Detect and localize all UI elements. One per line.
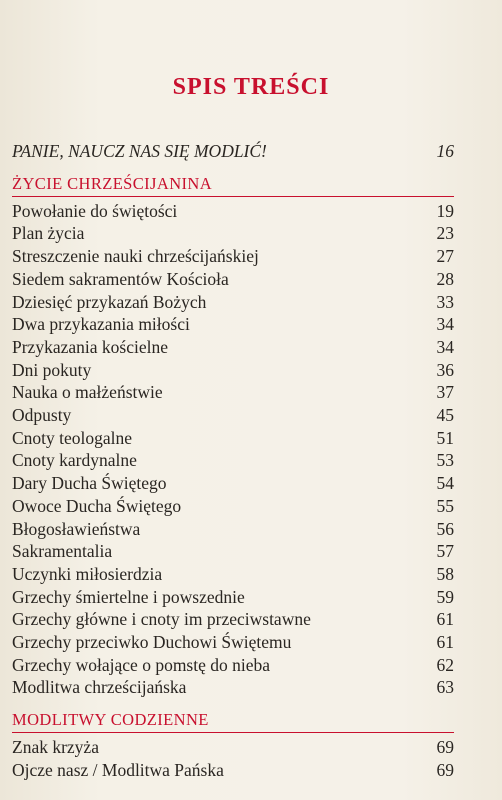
toc-entry-label: Przykazania kościelne: [12, 336, 168, 357]
toc-entry: [12, 540, 454, 563]
toc-entry-label: Dni pokuty: [12, 359, 92, 380]
toc-entry-page: 37: [436, 382, 454, 403]
toc-entry: [12, 586, 454, 609]
toc-entry-label: Grzechy przeciwko Duchowi Świętemu: [12, 632, 292, 653]
toc-entry: [12, 359, 454, 382]
toc-entry: [12, 381, 454, 404]
toc-entry-page: 58: [436, 563, 454, 584]
toc-entry-page: 61: [436, 632, 454, 653]
toc-entry: [12, 654, 454, 677]
toc-entry: [12, 313, 454, 336]
toc-entry-page: 69: [436, 759, 454, 780]
toc-entry-label: Modlitwa chrześcijańska: [12, 677, 187, 698]
toc-entry-page: 54: [436, 473, 454, 494]
toc-entry-page: 34: [436, 314, 454, 335]
toc-entry-label: Znak krzyża: [12, 737, 99, 758]
toc-entry-page: 62: [436, 654, 454, 675]
toc-entry: [12, 563, 454, 586]
toc-section-heading: ŻYCIE CHRZEŚCIJANINA: [12, 173, 213, 193]
toc-entry-label: Owoce Ducha Świętego: [12, 495, 182, 516]
toc-entry: [12, 759, 454, 782]
toc-entry-page: 56: [436, 518, 454, 539]
toc-entry-label: Grzechy śmiertelne i powszednie: [12, 586, 245, 607]
toc-entry-page: 63: [436, 677, 454, 698]
toc-section-heading: MODLITWY CODZIENNE: [12, 710, 209, 730]
toc-entry-label: Powołanie do świętości: [12, 200, 178, 221]
toc-entry-label: Sakramentalia: [12, 541, 113, 562]
toc-entry-page: 45: [436, 405, 454, 426]
toc-entry-label: Nauka o małżeństwie: [12, 382, 163, 403]
toc-entry-page: 34: [436, 336, 454, 357]
toc-entry: [12, 222, 454, 245]
toc-entry: [12, 291, 454, 314]
toc-entry-page: 16: [436, 141, 454, 161]
toc-entry-label: Plan życia: [12, 223, 85, 244]
toc-entry-page: 69: [436, 737, 454, 758]
toc-entry-page: 28: [436, 268, 454, 289]
toc-entry-page: 23: [436, 223, 454, 244]
toc-entry: [12, 336, 454, 359]
toc-entry-label: Ojcze nasz / Modlitwa Pańska: [12, 759, 224, 780]
toc-entry-page: 33: [436, 291, 454, 312]
toc-entry: [12, 518, 454, 541]
section-divider: [12, 196, 454, 197]
toc-entry-label: Streszczenie nauki chrześcijańskiej: [12, 246, 259, 267]
toc-entry-label: Błogosławieństwa: [12, 518, 141, 539]
toc-entry-label: Dziesięć przykazań Bożych: [12, 291, 207, 312]
toc-entry-label: Dary Ducha Świętego: [12, 473, 167, 494]
toc-entry: [12, 404, 454, 427]
toc-entry: [12, 427, 454, 450]
toc-entry-label: Siedem sakramentów Kościoła: [12, 268, 229, 289]
toc-entry: [12, 268, 454, 291]
toc-entry-label: Dwa przykazania miłości: [12, 314, 190, 335]
toc-entry-label: Cnoty teologalne: [12, 427, 133, 448]
toc-entry: [12, 449, 454, 472]
toc-entry-label: Uczynki miłosierdzia: [12, 563, 163, 584]
toc-entry-label: Odpusty: [12, 405, 72, 426]
toc-entry-page: 57: [436, 541, 454, 562]
toc-entry-page: 36: [436, 359, 454, 380]
toc-entry: [12, 631, 454, 654]
toc-entry-page: 55: [436, 495, 454, 516]
toc-entry-page: 53: [436, 450, 454, 471]
toc-entry: [12, 472, 454, 495]
section-divider: [12, 732, 454, 733]
table-of-contents: [12, 140, 454, 782]
toc-entry-page: 51: [436, 427, 454, 448]
toc-entry-label: Grzechy główne i cnoty im przeciwstawne: [12, 609, 311, 630]
toc-entry: [12, 676, 454, 699]
toc-entry-label: Cnoty kardynalne: [12, 450, 137, 471]
toc-intro-entry: [12, 140, 454, 163]
toc-entry-page: 61: [436, 609, 454, 630]
toc-entry-page: 59: [436, 586, 454, 607]
toc-entry: [12, 736, 454, 759]
toc-entry-label: Grzechy wołające o pomstę do nieba: [12, 654, 271, 675]
toc-entry-page: 27: [436, 246, 454, 267]
toc-entry: [12, 245, 454, 268]
toc-entry: [12, 608, 454, 631]
toc-entry-label: PANIE, NAUCZ NAS SIĘ MODLIĆ!: [12, 141, 267, 161]
toc-entry: [12, 200, 454, 223]
toc-entry: [12, 495, 454, 518]
page-title: SPIS TREŚCI: [172, 74, 330, 100]
toc-entry-page: 19: [436, 200, 454, 221]
